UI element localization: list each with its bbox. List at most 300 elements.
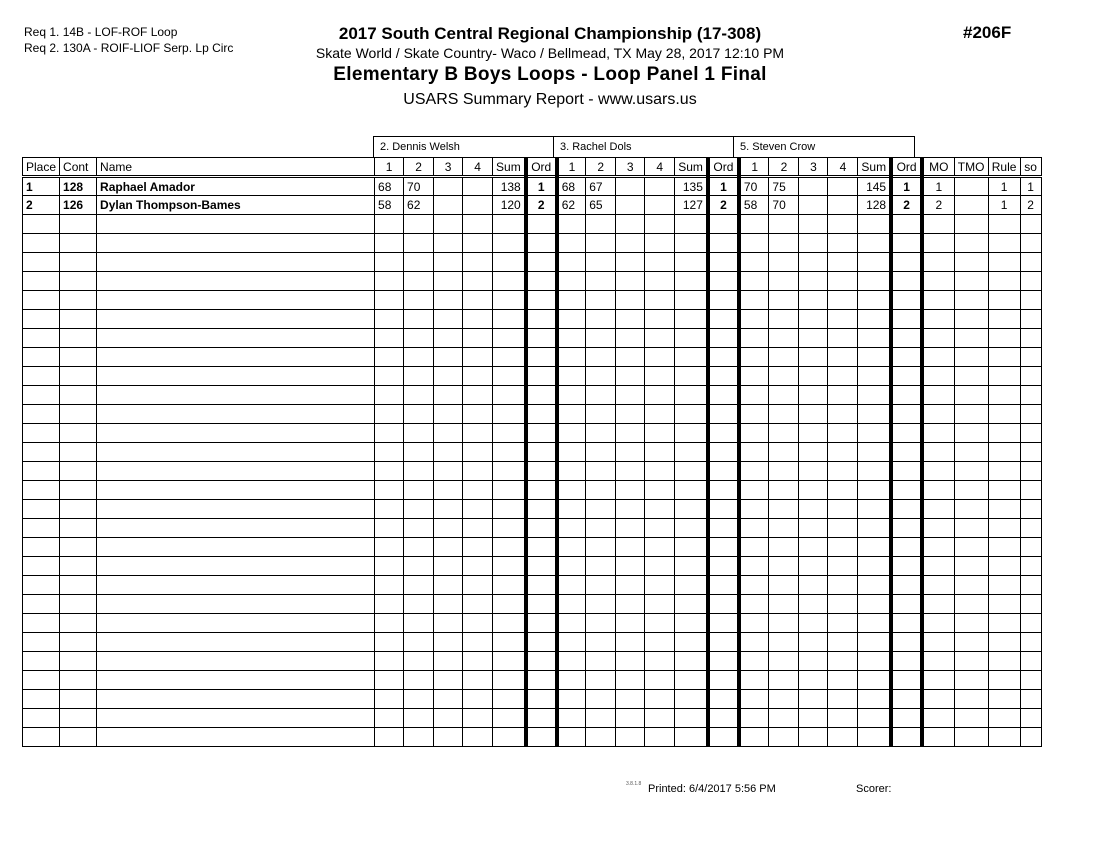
- empty-cell: [60, 519, 97, 538]
- col-j3-ord: Ord: [891, 158, 922, 177]
- empty-cell: [97, 348, 375, 367]
- empty-cell: [799, 481, 828, 500]
- empty-cell: [23, 234, 60, 253]
- empty-cell: [463, 215, 493, 234]
- empty-cell: [922, 291, 954, 310]
- empty-cell: [493, 671, 526, 690]
- empty-cell: [463, 671, 493, 690]
- empty-cell: [586, 348, 616, 367]
- empty-cell: [891, 272, 922, 291]
- empty-cell: [769, 690, 799, 709]
- empty-cell: [858, 405, 891, 424]
- requirement-1: Req 1. 14B - LOF-ROF Loop: [24, 25, 178, 39]
- empty-cell: [526, 709, 557, 728]
- empty-cell: [922, 671, 954, 690]
- empty-cell: [828, 329, 858, 348]
- empty-cell: [954, 462, 988, 481]
- empty-cell: [858, 386, 891, 405]
- empty-cell: [891, 462, 922, 481]
- printed-timestamp: Printed: 6/4/2017 5:56 PM: [648, 783, 776, 795]
- empty-cell: [645, 367, 675, 386]
- empty-cell: [922, 310, 954, 329]
- empty-cell: [708, 538, 739, 557]
- empty-cell: [891, 386, 922, 405]
- empty-cell: [739, 272, 769, 291]
- empty-cell: [97, 557, 375, 576]
- empty-cell: [858, 253, 891, 272]
- empty-cell: [557, 329, 586, 348]
- empty-cell: [891, 310, 922, 329]
- empty-table-row: [23, 272, 1042, 291]
- empty-cell: [675, 709, 708, 728]
- empty-cell: [1020, 576, 1041, 595]
- empty-cell: [616, 576, 645, 595]
- empty-cell: [645, 576, 675, 595]
- empty-cell: [493, 234, 526, 253]
- empty-cell: [954, 215, 988, 234]
- empty-cell: [708, 234, 739, 253]
- empty-cell: [988, 614, 1020, 633]
- empty-cell: [616, 253, 645, 272]
- score-cell: [463, 196, 493, 215]
- empty-cell: [616, 291, 645, 310]
- empty-cell: [97, 367, 375, 386]
- ord-cell: 1: [708, 177, 739, 196]
- score-cell: [799, 177, 828, 196]
- empty-cell: [828, 633, 858, 652]
- empty-cell: [708, 557, 739, 576]
- empty-cell: [493, 690, 526, 709]
- empty-cell: [434, 253, 463, 272]
- empty-cell: [675, 443, 708, 462]
- empty-cell: [799, 595, 828, 614]
- empty-cell: [434, 215, 463, 234]
- empty-cell: [616, 272, 645, 291]
- empty-cell: [675, 215, 708, 234]
- empty-table-row: [23, 234, 1042, 253]
- empty-cell: [922, 538, 954, 557]
- empty-cell: [434, 329, 463, 348]
- empty-cell: [463, 405, 493, 424]
- empty-cell: [97, 538, 375, 557]
- empty-cell: [375, 215, 404, 234]
- empty-cell: [493, 272, 526, 291]
- empty-cell: [954, 253, 988, 272]
- empty-cell: [97, 329, 375, 348]
- empty-cell: [708, 272, 739, 291]
- empty-cell: [526, 462, 557, 481]
- empty-cell: [922, 595, 954, 614]
- empty-table-row: [23, 709, 1042, 728]
- empty-cell: [739, 481, 769, 500]
- empty-cell: [97, 652, 375, 671]
- empty-cell: [799, 728, 828, 747]
- empty-cell: [988, 291, 1020, 310]
- empty-cell: [799, 576, 828, 595]
- empty-cell: [616, 310, 645, 329]
- empty-cell: [616, 234, 645, 253]
- empty-cell: [404, 253, 434, 272]
- empty-cell: [954, 310, 988, 329]
- empty-cell: [858, 614, 891, 633]
- empty-cell: [675, 386, 708, 405]
- report-title: USARS Summary Report - www.usars.us: [403, 91, 697, 108]
- empty-cell: [23, 690, 60, 709]
- empty-cell: [60, 690, 97, 709]
- empty-cell: [434, 728, 463, 747]
- empty-cell: [463, 595, 493, 614]
- empty-cell: [616, 652, 645, 671]
- empty-cell: [434, 557, 463, 576]
- empty-cell: [828, 557, 858, 576]
- empty-cell: [891, 443, 922, 462]
- empty-cell: [463, 348, 493, 367]
- empty-cell: [1020, 405, 1041, 424]
- empty-cell: [922, 557, 954, 576]
- empty-cell: [922, 272, 954, 291]
- ord-cell: 2: [891, 196, 922, 215]
- empty-cell: [375, 652, 404, 671]
- empty-cell: [828, 253, 858, 272]
- empty-cell: [954, 291, 988, 310]
- empty-cell: [799, 215, 828, 234]
- empty-cell: [769, 234, 799, 253]
- empty-cell: [858, 443, 891, 462]
- empty-cell: [988, 443, 1020, 462]
- empty-cell: [434, 405, 463, 424]
- empty-cell: [954, 386, 988, 405]
- empty-cell: [97, 424, 375, 443]
- empty-cell: [828, 462, 858, 481]
- empty-cell: [922, 234, 954, 253]
- empty-cell: [404, 272, 434, 291]
- empty-cell: [375, 519, 404, 538]
- empty-cell: [645, 500, 675, 519]
- empty-cell: [493, 310, 526, 329]
- empty-cell: [557, 671, 586, 690]
- empty-cell: [23, 405, 60, 424]
- col-j1-s3: 3: [434, 158, 463, 177]
- empty-cell: [922, 424, 954, 443]
- empty-cell: [1020, 481, 1041, 500]
- empty-cell: [739, 500, 769, 519]
- empty-cell: [828, 595, 858, 614]
- empty-cell: [375, 728, 404, 747]
- empty-cell: [23, 310, 60, 329]
- empty-table-row: [23, 614, 1042, 633]
- empty-cell: [97, 234, 375, 253]
- empty-cell: [526, 690, 557, 709]
- empty-cell: [988, 253, 1020, 272]
- empty-cell: [375, 614, 404, 633]
- empty-cell: [988, 367, 1020, 386]
- empty-cell: [23, 462, 60, 481]
- empty-cell: [954, 481, 988, 500]
- empty-cell: [799, 234, 828, 253]
- empty-cell: [23, 519, 60, 538]
- empty-cell: [526, 557, 557, 576]
- empty-cell: [739, 443, 769, 462]
- empty-cell: [526, 405, 557, 424]
- empty-cell: [526, 443, 557, 462]
- col-rule: Rule: [988, 158, 1020, 177]
- empty-cell: [493, 329, 526, 348]
- empty-cell: [586, 386, 616, 405]
- ord-cell: 2: [708, 196, 739, 215]
- empty-cell: [404, 576, 434, 595]
- empty-cell: [828, 500, 858, 519]
- empty-cell: [557, 348, 586, 367]
- empty-cell: [891, 234, 922, 253]
- empty-cell: [828, 215, 858, 234]
- empty-cell: [404, 614, 434, 633]
- empty-cell: [586, 690, 616, 709]
- empty-cell: [858, 367, 891, 386]
- empty-table-row: [23, 329, 1042, 348]
- empty-cell: [922, 215, 954, 234]
- empty-cell: [97, 633, 375, 652]
- empty-cell: [1020, 633, 1041, 652]
- score-cell: [645, 196, 675, 215]
- empty-cell: [616, 538, 645, 557]
- empty-cell: [988, 538, 1020, 557]
- empty-cell: [23, 443, 60, 462]
- empty-cell: [675, 671, 708, 690]
- sum-cell: 138: [493, 177, 526, 196]
- empty-cell: [557, 633, 586, 652]
- empty-cell: [954, 728, 988, 747]
- empty-cell: [616, 367, 645, 386]
- empty-cell: [434, 576, 463, 595]
- col-j1-s2: 2: [404, 158, 434, 177]
- empty-cell: [557, 405, 586, 424]
- rule-cell: 1: [988, 196, 1020, 215]
- empty-cell: [493, 500, 526, 519]
- empty-cell: [616, 614, 645, 633]
- empty-cell: [828, 386, 858, 405]
- empty-cell: [769, 405, 799, 424]
- empty-cell: [769, 329, 799, 348]
- empty-cell: [828, 652, 858, 671]
- score-cell: 58: [375, 196, 404, 215]
- empty-cell: [493, 633, 526, 652]
- empty-cell: [493, 405, 526, 424]
- empty-cell: [1020, 500, 1041, 519]
- empty-cell: [375, 690, 404, 709]
- empty-cell: [97, 500, 375, 519]
- empty-cell: [97, 614, 375, 633]
- empty-cell: [463, 538, 493, 557]
- empty-cell: [434, 709, 463, 728]
- table-row: [23, 196, 1042, 215]
- empty-cell: [463, 310, 493, 329]
- empty-cell: [97, 481, 375, 500]
- empty-cell: [922, 576, 954, 595]
- empty-cell: [828, 538, 858, 557]
- empty-cell: [493, 386, 526, 405]
- empty-cell: [586, 481, 616, 500]
- empty-cell: [1020, 386, 1041, 405]
- score-cell: 58: [739, 196, 769, 215]
- results-table: [22, 157, 1042, 747]
- empty-cell: [586, 557, 616, 576]
- empty-cell: [675, 538, 708, 557]
- empty-cell: [708, 633, 739, 652]
- empty-cell: [645, 728, 675, 747]
- empty-cell: [708, 424, 739, 443]
- empty-cell: [645, 291, 675, 310]
- empty-cell: [404, 310, 434, 329]
- empty-cell: [404, 443, 434, 462]
- empty-cell: [60, 576, 97, 595]
- empty-cell: [954, 633, 988, 652]
- empty-cell: [675, 633, 708, 652]
- empty-cell: [97, 215, 375, 234]
- empty-cell: [526, 500, 557, 519]
- empty-cell: [799, 329, 828, 348]
- empty-cell: [645, 690, 675, 709]
- empty-cell: [828, 234, 858, 253]
- empty-cell: [675, 234, 708, 253]
- empty-cell: [1020, 443, 1041, 462]
- judge-header-2: 3. Rachel Dols: [553, 136, 734, 157]
- empty-cell: [586, 519, 616, 538]
- empty-cell: [97, 291, 375, 310]
- empty-cell: [1020, 253, 1041, 272]
- place-cell: 1: [23, 177, 60, 196]
- col-j2-s3: 3: [616, 158, 645, 177]
- empty-cell: [557, 614, 586, 633]
- empty-cell: [616, 500, 645, 519]
- empty-cell: [891, 481, 922, 500]
- empty-cell: [586, 614, 616, 633]
- empty-cell: [60, 424, 97, 443]
- empty-cell: [463, 424, 493, 443]
- empty-cell: [557, 481, 586, 500]
- empty-cell: [404, 538, 434, 557]
- empty-cell: [954, 329, 988, 348]
- empty-cell: [891, 690, 922, 709]
- empty-cell: [97, 405, 375, 424]
- empty-cell: [739, 405, 769, 424]
- empty-cell: [858, 652, 891, 671]
- empty-cell: [954, 367, 988, 386]
- empty-cell: [434, 310, 463, 329]
- empty-cell: [586, 728, 616, 747]
- empty-cell: [799, 386, 828, 405]
- empty-cell: [954, 424, 988, 443]
- score-cell: 75: [769, 177, 799, 196]
- empty-cell: [404, 709, 434, 728]
- empty-cell: [463, 234, 493, 253]
- empty-cell: [557, 386, 586, 405]
- empty-cell: [675, 500, 708, 519]
- empty-cell: [526, 386, 557, 405]
- empty-cell: [60, 253, 97, 272]
- empty-cell: [675, 367, 708, 386]
- empty-cell: [586, 671, 616, 690]
- empty-cell: [434, 652, 463, 671]
- empty-cell: [23, 614, 60, 633]
- empty-cell: [858, 709, 891, 728]
- empty-cell: [434, 481, 463, 500]
- empty-cell: [375, 462, 404, 481]
- empty-cell: [922, 709, 954, 728]
- empty-cell: [526, 272, 557, 291]
- empty-cell: [23, 253, 60, 272]
- empty-cell: [954, 405, 988, 424]
- empty-cell: [586, 272, 616, 291]
- empty-cell: [828, 443, 858, 462]
- empty-cell: [493, 652, 526, 671]
- empty-cell: [988, 329, 1020, 348]
- empty-cell: [858, 329, 891, 348]
- empty-cell: [404, 215, 434, 234]
- empty-cell: [60, 728, 97, 747]
- empty-cell: [645, 671, 675, 690]
- empty-cell: [616, 519, 645, 538]
- empty-cell: [526, 424, 557, 443]
- empty-cell: [858, 348, 891, 367]
- empty-cell: [988, 424, 1020, 443]
- empty-cell: [60, 215, 97, 234]
- empty-cell: [922, 652, 954, 671]
- empty-cell: [526, 519, 557, 538]
- empty-cell: [922, 519, 954, 538]
- empty-cell: [675, 728, 708, 747]
- empty-cell: [828, 481, 858, 500]
- cont-cell: 128: [60, 177, 97, 196]
- empty-cell: [708, 690, 739, 709]
- empty-cell: [988, 234, 1020, 253]
- empty-cell: [463, 576, 493, 595]
- empty-cell: [828, 405, 858, 424]
- empty-cell: [708, 614, 739, 633]
- empty-cell: [828, 291, 858, 310]
- score-cell: [828, 177, 858, 196]
- empty-cell: [586, 253, 616, 272]
- empty-cell: [404, 671, 434, 690]
- venue-date: Skate World / Skate Country- Waco / Bellmead, TX May 28, 2017 12:10 PM: [315, 45, 785, 61]
- empty-cell: [434, 443, 463, 462]
- empty-cell: [375, 386, 404, 405]
- empty-cell: [922, 614, 954, 633]
- empty-cell: [645, 253, 675, 272]
- empty-cell: [675, 291, 708, 310]
- score-cell: [616, 196, 645, 215]
- empty-cell: [891, 576, 922, 595]
- empty-cell: [769, 652, 799, 671]
- empty-cell: [97, 595, 375, 614]
- empty-table-row: [23, 348, 1042, 367]
- empty-cell: [493, 424, 526, 443]
- empty-cell: [60, 443, 97, 462]
- empty-cell: [404, 652, 434, 671]
- empty-cell: [1020, 367, 1041, 386]
- empty-cell: [891, 329, 922, 348]
- empty-cell: [675, 272, 708, 291]
- empty-table-row: [23, 405, 1042, 424]
- empty-cell: [526, 576, 557, 595]
- score-cell: [799, 196, 828, 215]
- empty-cell: [463, 291, 493, 310]
- empty-cell: [404, 481, 434, 500]
- empty-cell: [954, 348, 988, 367]
- empty-cell: [858, 633, 891, 652]
- empty-cell: [828, 614, 858, 633]
- empty-cell: [23, 329, 60, 348]
- empty-cell: [645, 462, 675, 481]
